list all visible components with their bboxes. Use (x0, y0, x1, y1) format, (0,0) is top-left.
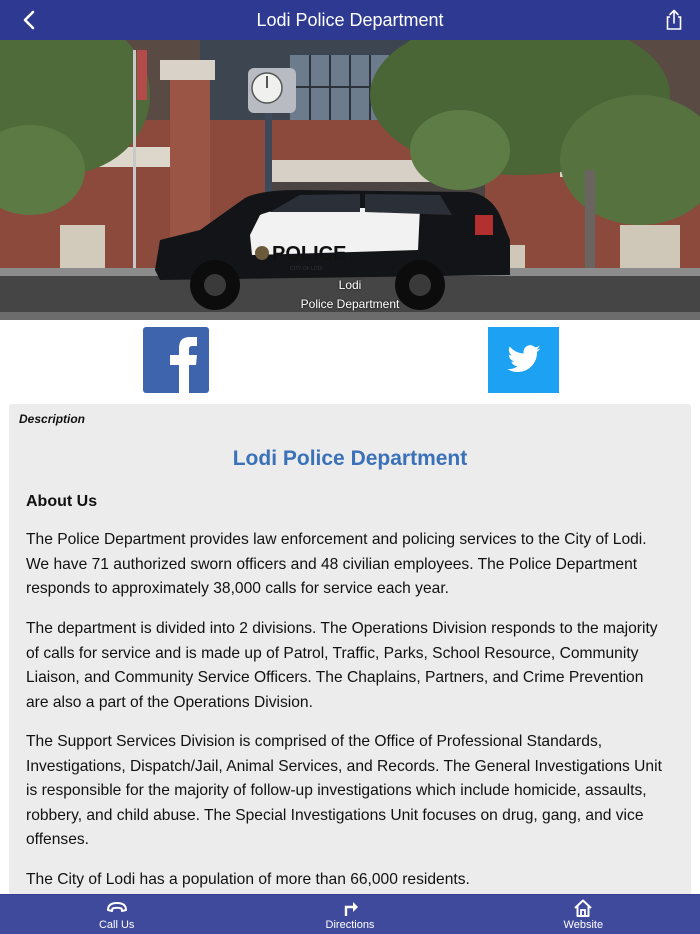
navigation-bar (0, 0, 700, 40)
call-us-button[interactable] (0, 895, 233, 934)
twitter-button[interactable] (488, 327, 559, 393)
facebook-icon (143, 327, 209, 393)
page-title: Lodi Police Department (256, 9, 444, 30)
description-label: Description (19, 412, 86, 426)
paragraph-population: The City of Lodi has a population of more than 66,000 residents. (26, 871, 470, 888)
website-label: Website (563, 919, 604, 931)
description-heading: Lodi Police Department (232, 447, 468, 470)
phone-icon (106, 899, 128, 917)
description-card (9, 404, 691, 904)
hero-caption-line1: Lodi (338, 278, 362, 292)
directions-label: Directions (325, 919, 375, 931)
directions-arrow-icon (339, 899, 361, 917)
paragraph-overview: The Police Department provides law enforcement and policing services to the City of Lodi. We have 71 authorized sworn officers and 48 civilian employees. The Police Department responds to approximately 38,000 calls for service each year. (26, 531, 647, 597)
police-car-text: POLICE (272, 243, 347, 265)
chevron-left-icon (18, 8, 42, 32)
share-icon (664, 9, 684, 31)
share-button[interactable] (664, 9, 684, 31)
back-button[interactable] (18, 8, 42, 32)
facebook-button[interactable] (143, 327, 209, 393)
hero-image (0, 40, 700, 320)
directions-button[interactable] (233, 895, 466, 934)
about-us-title: About Us (26, 493, 98, 510)
call-us-label: Call Us (98, 919, 135, 931)
police-car-subtext: CITY OF LODI (290, 266, 323, 272)
twitter-icon (506, 345, 542, 375)
hero-caption-line2: Police Department (300, 297, 400, 311)
bottom-action-bar (0, 894, 700, 934)
paragraph-support-services: The Support Services Division is comprised of the Office of Professional Standards, Investigations, Dispatch/Jail, Animal Services, and Records. The General Investigations Unit is responsible for the majority of follow-up investigations which include homicide, assaults, robbery, and child abuse. The Special Investigations Unit focuses on drug, gang, and vice offenses. (26, 733, 662, 848)
website-button[interactable] (467, 895, 700, 934)
hero-caption (0, 276, 700, 314)
paragraph-divisions: The department is divided into 2 divisions. The Operations Division responds to the majority of calls for service and is made up of Patrol, Traffic, Parks, School Resource, Community Liaison, and Community Service Officers. The Chaplains, Partners, and Crime Prevention are also a part of the Operations Division. (26, 620, 658, 711)
home-icon (572, 899, 594, 917)
social-links (0, 320, 700, 404)
